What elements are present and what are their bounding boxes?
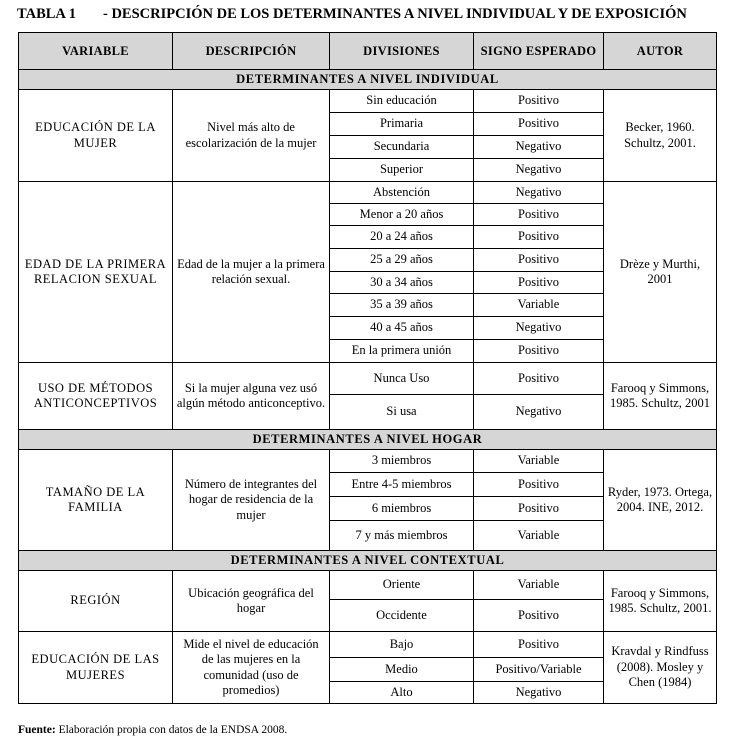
signo-cell: Positivo/Variable — [474, 658, 604, 682]
section-contextual — [19, 551, 717, 571]
division-cell: 6 miembros — [330, 497, 474, 521]
table-row — [19, 90, 717, 113]
division-cell: Entre 4-5 miembros — [330, 473, 474, 497]
division-cell: Si usa — [330, 395, 474, 430]
source-label: Fuente: — [18, 724, 56, 736]
descripcion-cell: Nivel más alto de escolarización de la mujer — [173, 90, 330, 182]
signo-cell: Negativo — [474, 159, 604, 182]
signo-cell: Positivo — [474, 204, 604, 226]
table-title — [17, 6, 687, 23]
section-title: DETERMINANTES A NIVEL CONTEXTUAL — [19, 551, 717, 571]
signo-cell: Negativo — [474, 682, 604, 704]
division-cell: 25 a 29 años — [330, 249, 474, 272]
table-row — [19, 363, 717, 395]
signo-cell: Positivo — [474, 113, 604, 136]
division-cell: 30 a 34 años — [330, 272, 474, 294]
table-row — [19, 450, 717, 473]
division-cell: Abstención — [330, 182, 474, 204]
autor-cell: Ryder, 1973. Ortega, 2004. INE, 2012. — [604, 450, 717, 551]
division-cell: 35 a 39 años — [330, 294, 474, 317]
division-cell: Superior — [330, 159, 474, 182]
signo-cell: Variable — [474, 450, 604, 473]
section-title: DETERMINANTES A NIVEL HOGAR — [19, 430, 717, 450]
division-cell: Bajo — [330, 632, 474, 658]
table-row — [19, 571, 717, 600]
determinants-table — [18, 32, 717, 704]
table-number: TABLA 1 — [17, 6, 76, 22]
variable-cell: EDUCACIÓN DE LA MUJER — [19, 90, 173, 182]
signo-cell: Positivo — [474, 600, 604, 632]
signo-cell: Positivo — [474, 226, 604, 249]
section-title: DETERMINANTES A NIVEL INDIVIDUAL — [19, 70, 717, 90]
header-divisiones: DIVISIONES — [330, 33, 474, 70]
variable-cell: REGIÓN — [19, 571, 173, 632]
autor-cell: Kravdal y Rindfuss (2008). Mosley y Chen (1984) — [604, 632, 717, 704]
division-cell: Menor a 20 años — [330, 204, 474, 226]
descripcion-cell: Número de integrantes del hogar de residencia de la mujer — [173, 450, 330, 551]
division-cell: 20 a 24 años — [330, 226, 474, 249]
signo-cell: Negativo — [474, 317, 604, 340]
section-hogar — [19, 430, 717, 450]
source-footnote — [18, 724, 287, 736]
table-row — [19, 632, 717, 658]
division-cell: 40 a 45 años — [330, 317, 474, 340]
signo-cell: Positivo — [474, 497, 604, 521]
division-cell: Primaria — [330, 113, 474, 136]
header-variable: VARIABLE — [19, 33, 173, 70]
autor-cell: Farooq y Simmons, 1985. Schultz, 2001. — [604, 571, 717, 632]
signo-cell: Positivo — [474, 340, 604, 363]
division-cell: Medio — [330, 658, 474, 682]
table-row — [19, 182, 717, 204]
descripcion-cell: Mide el nivel de educación de las mujeres en la comunidad (uso de promedios) — [173, 632, 330, 704]
signo-cell: Positivo — [474, 363, 604, 395]
division-cell: 7 y más miembros — [330, 521, 474, 551]
signo-cell: Variable — [474, 571, 604, 600]
header-row — [19, 33, 717, 70]
header-autor: AUTOR — [604, 33, 717, 70]
signo-cell: Negativo — [474, 395, 604, 430]
source-text: Elaboración propia con datos de la ENDSA 2008. — [55, 724, 288, 736]
descripcion-cell: Edad de la mujer a la primera relación sexual. — [173, 182, 330, 363]
division-cell: Sin educación — [330, 90, 474, 113]
table-caption: - DESCRIPCIÓN DE LOS DETERMINANTES A NIVEL INDIVIDUAL Y DE EXPOSICIÓN — [103, 6, 687, 22]
autor-cell: Farooq y Simmons, 1985. Schultz, 2001 — [604, 363, 717, 430]
variable-cell: TAMAÑO DE LA FAMILIA — [19, 450, 173, 551]
division-cell: Oriente — [330, 571, 474, 600]
division-cell: Occidente — [330, 600, 474, 632]
signo-cell: Positivo — [474, 272, 604, 294]
variable-cell: EDAD DE LA PRIMERA RELACION SEXUAL — [19, 182, 173, 363]
signo-cell: Negativo — [474, 182, 604, 204]
division-cell: En la primera unión — [330, 340, 474, 363]
header-descripcion: DESCRIPCIÓN — [173, 33, 330, 70]
signo-cell: Negativo — [474, 136, 604, 159]
division-cell: Nunca Uso — [330, 363, 474, 395]
division-cell: Alto — [330, 682, 474, 704]
signo-cell: Positivo — [474, 249, 604, 272]
variable-cell: USO DE MÉTODOS ANTICONCEPTIVOS — [19, 363, 173, 430]
variable-cell: EDUCACIÓN DE LAS MUJERES — [19, 632, 173, 704]
signo-cell: Positivo — [474, 90, 604, 113]
division-cell: 3 miembros — [330, 450, 474, 473]
header-signo: SIGNO ESPERADO — [474, 33, 604, 70]
division-cell: Secundaria — [330, 136, 474, 159]
section-individual — [19, 70, 717, 90]
descripcion-cell: Si la mujer alguna vez usó algún método anticonceptivo. — [173, 363, 330, 430]
signo-cell: Variable — [474, 521, 604, 551]
signo-cell: Positivo — [474, 473, 604, 497]
signo-cell: Variable — [474, 294, 604, 317]
descripcion-cell: Ubicación geográfica del hogar — [173, 571, 330, 632]
autor-cell: Becker, 1960. Schultz, 2001. — [604, 90, 717, 182]
signo-cell: Positivo — [474, 632, 604, 658]
autor-cell: Drèze y Murthi, 2001 — [604, 182, 717, 363]
